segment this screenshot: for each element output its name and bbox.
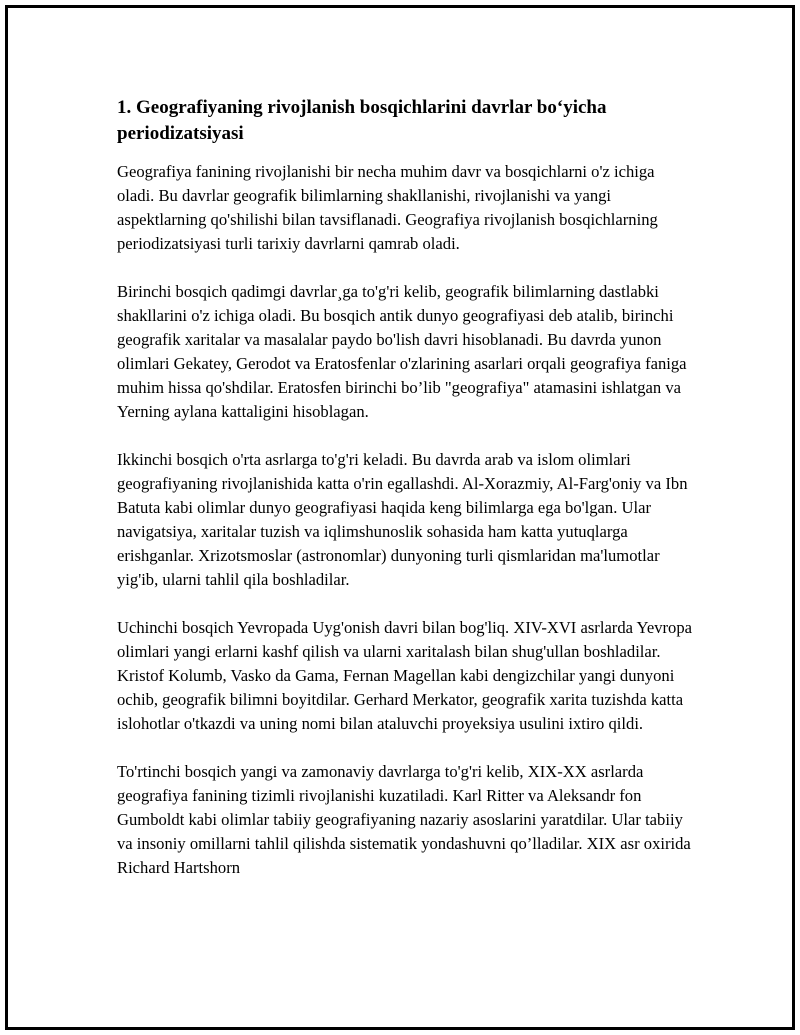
- paragraph-stage-three: Uchinchi bosqich Yevropada Uyg'onish davri bilan bog'liq. XIV-XVI asrlarda Yevropa olimlari yangi erlarni kashf qilish va ularni xaritalash bilan shug'ullan boshladilar. Kristof Kolumb, Vasko da Gama, Fernan Magellan kabi dengizchilar yangi dunyoni ochib, geografik bilimni boyitdilar. Gerhard Merkator, geografik xarita tuzishda katta islohotlar o'tkazdi va uning nomi bilan ataluvchi proyeksiya usulini ixtiro qildi.: [117, 618, 692, 733]
- paragraph-stage-four: To'rtinchi bosqich yangi va zamonaviy davrlarga to'g'ri kelib, XIX-XX asrlarda geografiya fanining tizimli rivojlanishi kuzatiladi. Karl Ritter va Aleksandr fon Gumboldt kabi olimlar tabiiy geografiyaning nazariy asoslarini yaratdilar. Ular tabiiy va insoniy omillarni tahlil qilishda sistematik yondashuvni qo’lladilar. XIX asr oxirida Richard Hartshorn: [117, 762, 691, 877]
- section-title: 1. Geografiyaning rivojlanish bosqichlarini davrlar bo‘yicha periodizatsiyasi: [117, 97, 607, 144]
- paragraph-intro: Geografiya fanining rivojlanishi bir necha muhim davr va bosqichlarni o'z ichiga oladi. Bu davrlar geografik bilimlarning shakllanishi, rivojlanishi va yangi aspektlarning qo'shilishi bilan tavsiflanadi. Geografiya rivojlanish bosqichlarning periodizatsiyasi turli tarixiy davrlarni qamrab oladi.: [117, 162, 658, 253]
- paragraph-stage-one: Birinchi bosqich qadimgi davrlar¸ga to'g'ri kelib, geografik bilimlarning dastlabki shakllarini o'z ichiga oladi. Bu bosqich antik dunyo geografiyasi deb atalib, birinchi geografik xaritalar va masalalar paydo bo'lish davri hisoblanadi. Bu davrda yunon olimlari Gekatey, Gerodot va Eratosfenlar o'zlarining asarlari orqali geografiya faniga muhim hissa qo'shdilar. Eratosfen birinchi bo’lib "geografiya" atamasini ishlatgan va Yerning aylana kattaligini hisoblagan.: [117, 282, 687, 421]
- document-body: [117, 95, 692, 904]
- paragraph-stage-two: Ikkinchi bosqich o'rta asrlarga to'g'ri keladi. Bu davrda arab va islom olimlari geografiyaning rivojlanishida katta o'rin egallashdi. Al-Xorazmiy, Al-Farg'oniy va Ibn Batuta kabi olimlar dunyo geografiyasi haqida keng bilimlarga ega bo'lgan. Ular navigatsiya, xaritalar tuzish va iqlimshunoslik sohasida ham katta yutuqlarga erishganlar. Xrizotsmoslar (astronomlar) dunyoning turli qismlaridan ma'lumotlar yig'ib, ularni tahlil qila boshladilar.: [117, 450, 688, 589]
